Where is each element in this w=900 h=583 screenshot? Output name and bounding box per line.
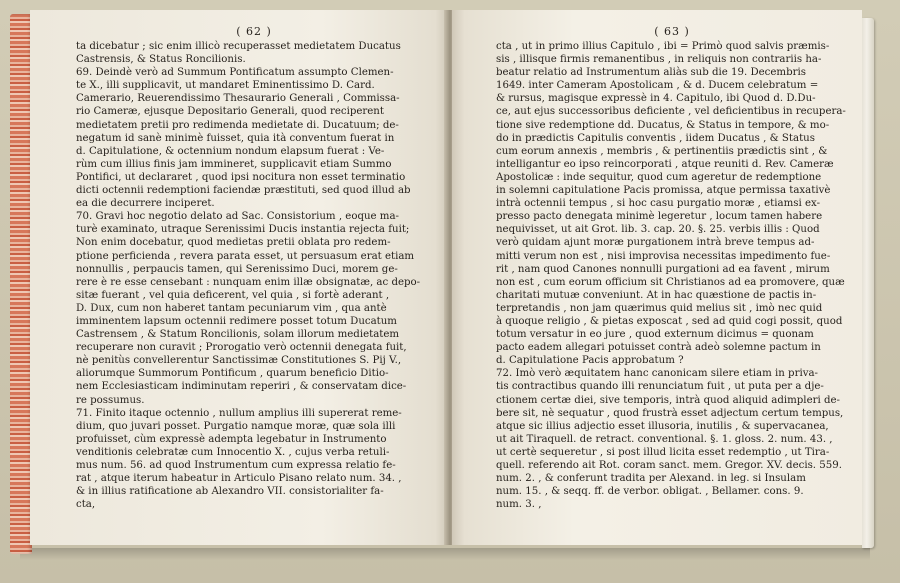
text-line: totum versatur in eo jure , quod externum dicimus = quonam: [496, 329, 814, 341]
text-line: dium, quo juvari posset. Purgatio namque moræ, quæ sola illi: [76, 420, 396, 432]
text-line: do in prædictis Capitulis conventis , iidem Ducatus , & Status: [496, 132, 815, 144]
text-line: rere è re esse censebant : nunquam enim illæ obsignatæ, ac depo-: [76, 276, 421, 288]
text-line: pacto eadem allegari potuisset contrà adeò solemne pactum in: [496, 342, 821, 354]
text-line: negatum id sanè minimè fuisset, quia ità conventum fuerat in: [76, 132, 395, 144]
text-line: re possumus.: [76, 394, 145, 406]
text-line: cta , ut in primo illius Capitulo , ibi = Primò quod salvis præmis-: [496, 41, 830, 52]
text-line: Castrensem , & Statum Roncilionis, solam illorum medietatem: [76, 329, 400, 341]
text-line: ut ait Tiraquell. de retract. conventional. §. 1. gloss. 2. num. 43. ,: [496, 433, 833, 445]
text-line: imminentem lapsum octennii redimere posset totum Ducatum: [76, 315, 397, 327]
text-line: Castrensis, & Status Roncilionis.: [76, 54, 246, 66]
text-line: d. Capitulatione, & octennium nondum elapsum fuerat : Ve-: [76, 145, 385, 157]
text-line: D. Dux, cum non haberet tantam pecuniarum vim , qua antè: [76, 302, 387, 314]
text-line: ctionem certæ diei, sive temporis, intrà quod aliquid adimpleri de-: [496, 394, 840, 406]
text-line: mitti verum non est , nisi improvisa necessitas impedimento fue-: [496, 250, 831, 262]
text-line: rùm cum illius finis jam immineret, supplicavit etiam Summo: [76, 158, 392, 170]
right-page: [452, 10, 862, 545]
text-line: verò quidam ajunt moræ purgationem intrà breve tempus ad-: [496, 237, 815, 249]
text-line: beatur relatio ad Instrumentum aliàs sub die 19. Decembris: [496, 67, 806, 79]
text-line: rio Cameræ, ejusque Depositario Generali, quod reciperent: [76, 106, 384, 118]
text-line: Pontifici, ut declararet , quod ipsi nocitura non esset terminatio: [76, 171, 406, 183]
text-line: Camerario, Reuerendissimo Thesaurario Generali , Commissa-: [76, 93, 400, 105]
text-line: presso pacto denegata minimè legeretur , locum tamen habere: [496, 211, 823, 223]
text-line: bere sit, nè sequatur , quod frustrà esset adjectum certum tempus,: [496, 407, 844, 419]
text-line: dicti octennii redemptioni faciendæ præstituti, sed quod illud ab: [76, 185, 411, 197]
text-line: nè penitùs convellerentur Sanctissimæ Constitutiones S. Pij V.,: [76, 355, 402, 367]
left-page-text: [76, 40, 432, 511]
text-line: ce, aut ejus successoribus deficiente , vel deficientibus in recupera-: [496, 106, 846, 118]
text-line: cta,: [76, 499, 96, 511]
text-line: d. Capitulatione Pacis approbatum ?: [496, 355, 684, 367]
text-line: terpretandis , non jam quærimus quid melius sit , imò nec quid: [496, 302, 823, 314]
text-line: 71. Finito itaque octennio , nullum amplius illi supererat reme-: [76, 407, 402, 419]
text-line: num. 2. , & conferunt tradita per Alexand. in leg. si Insulam: [496, 473, 806, 485]
book-edge-right: [862, 18, 874, 548]
text-line: 72. Imò verò æquitatem hanc canonicam silere etiam in priva-: [496, 368, 818, 380]
text-line: profuisset, cùm expressè adempta legebatur in Instrumento: [76, 433, 387, 445]
text-line: medietatem pretii pro redimenda medietate di. Ducatuum; de-: [76, 119, 399, 131]
text-line: sitæ fuerant , vel quia deficerent, vel quia , si fortè aderant ,: [76, 289, 390, 301]
text-line: non est , cum eorum officium sit Christianos ad ea promovere, quæ: [496, 276, 845, 288]
text-line: charitati mutuæ conveniunt. At in hac quæstione de pactis in-: [496, 289, 817, 301]
text-line: quell. referendo ait Rot. coram sanct. mem. Gregor. XV. decis. 559.: [496, 460, 842, 471]
left-page: [30, 10, 448, 545]
text-line: mus num. 56. ad quod Instrumentum cum expressa relatio fe-: [76, 460, 396, 471]
text-line: sis , illisque firmis remanentibus , in reliquis non contrariis ha-: [496, 54, 822, 66]
text-line: & in illius ratificatione ab Alexandro VII. consistorialiter fa-: [76, 486, 384, 498]
text-line: venditionis celebratæ cum Innocentio X. , cujus verba retuli-: [76, 446, 390, 458]
text-line: tione sive redemptione dd. Ducatus, & Status in tempore, & mo-: [496, 119, 830, 131]
right-page-number: ( 63 ): [654, 25, 690, 38]
text-line: rit , nam quod Canones nonnulli purgationi ad ea favent , mirum: [496, 263, 830, 275]
text-line: à quoque religio , & pietas exposcat , sed ad quid cogi possit, quod: [496, 315, 843, 327]
text-line: recuperare non curavit ; Prorogatio verò octennii denegata fuit,: [76, 342, 407, 354]
text-line: nem Ecclesiasticam indiminutam reperiri , & conservatam dice-: [76, 381, 407, 393]
text-line: ta dicebatur ; sic enim illicò recuperasset medietatem Ducatus: [76, 41, 401, 52]
text-line: aliorumque Summorum Pontificum , quarum beneficio Ditio-: [76, 368, 389, 380]
text-line: num. 15. , & seqq. ff. de verbor. obligat. , Bellamer. cons. 9.: [496, 486, 804, 498]
text-line: num. 3. ,: [496, 499, 542, 511]
book-shadow: [20, 548, 870, 560]
text-line: ptione perficienda , revera parata esset, ut persuasum erat etiam: [76, 250, 415, 262]
left-page-number: ( 62 ): [236, 25, 272, 38]
text-line: nequivisset, ut ait Grot. lib. 3. cap. 20. §. 25. verbis illis : Quod: [496, 224, 820, 236]
text-line: turè examinato, utraque Serenissimi Ducis instantia rejecta fuit;: [76, 224, 410, 236]
text-line: rat , atque iterum habeatur in Articulo Pisano relato num. 34. ,: [76, 473, 402, 485]
right-page-text: [496, 40, 848, 511]
text-line: nonnullis , perpaucis tamen, qui Serenissimo Duci, morem ge-: [76, 263, 398, 275]
text-line: ut certè sequeretur , si post illud licita esset redemptio , ut Tira-: [496, 446, 830, 458]
text-line: tis contractibus quando illi renunciatum fuit , ut puta per a dje-: [496, 381, 824, 393]
text-line: ea die decurrere inciperet.: [76, 198, 215, 210]
text-line: intelligantur eo ipso reincorporati , atque reuniti d. Rev. Cameræ: [496, 158, 834, 170]
text-line: Non enim docebatur, quod medietas pretii oblata pro redem-: [76, 237, 391, 249]
text-line: Apostolicæ : inde sequitur, quod cum ageretur de redemptione: [496, 171, 822, 183]
text-line: intrà octennii tempus , si hoc casu purgatio moræ , etiamsi ex-: [496, 198, 821, 210]
text-line: 70. Gravi hoc negotio delato ad Sac. Consistorium , eoque ma-: [76, 211, 399, 223]
book-edge-left: [10, 14, 32, 554]
text-line: cum eorum annexis , membris , & pertinentiis prædictis sint , &: [496, 145, 828, 157]
text-line: te X., illi supplicavit, ut mandaret Eminentissimo D. Card.: [76, 80, 375, 92]
text-line: & rursus, magisque expressè in 4. Capitulo, ibi Quod d. D.Du-: [496, 93, 816, 105]
text-line: 1649. inter Cameram Apostolicam , & d. Ducem celebratum =: [496, 80, 819, 92]
text-line: atque sic illius adjectio esset illusoria, inutilis , & supervacanea,: [496, 420, 829, 432]
text-line: 69. Deindè verò ad Summum Pontificatum assumpto Clemen-: [76, 67, 394, 79]
text-line: in solemni capitulatione Pacis promissa, atque permissa taxativè: [496, 185, 831, 197]
